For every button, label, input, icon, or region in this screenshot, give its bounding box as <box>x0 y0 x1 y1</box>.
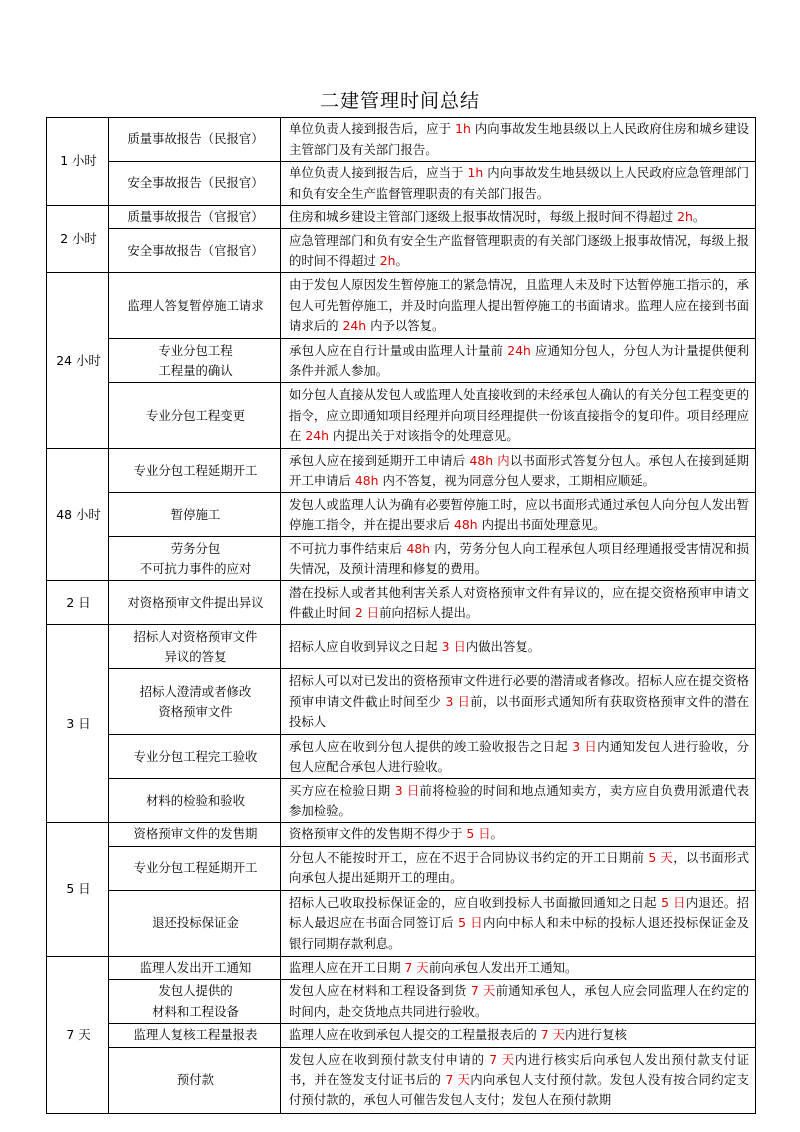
item-label: 监理人复核工程量报表 <box>133 1027 258 1043</box>
description-cell <box>281 206 756 229</box>
description-text: 内向中标人和未中标的投标人退还投标保证金及银行同期存款利息。 <box>289 915 749 951</box>
description-text: 内向承包人支付预付款。发包人没有按合同约定支付预付款的，承包人可催告发包人支付；发包人在预付款期 <box>289 1071 749 1108</box>
description-text: 内不答复，视为同意分包人要求，工期相应顺延。 <box>378 472 656 488</box>
item-label: 专业分包工程完工验收 <box>133 748 258 764</box>
table-row <box>47 383 756 449</box>
description-text: 分包人不能按时开工，应在不迟于合同协议书约定的开工日期前 <box>289 849 649 865</box>
item-label: 对资格预审文件提出异议 <box>127 594 264 610</box>
item-label: 专业分包工程延期开工 <box>133 860 258 876</box>
time-limit-highlight: 48h <box>354 472 379 488</box>
time-limit-highlight: 1h <box>455 121 471 137</box>
description-text: 前，以书面形式通知所有获取资格预审文件的潜在投标人 <box>289 693 749 730</box>
description-cell <box>281 162 756 206</box>
description-text: 以书面形式答复分包人。承包人在接到延期开工申请后 <box>289 452 750 488</box>
item-cell <box>109 779 281 823</box>
table-row <box>47 229 756 273</box>
description-text: 发包人应在材料和工程设备到货 <box>289 983 471 999</box>
item-cell <box>109 339 281 383</box>
time-limit-highlight: 7 天 <box>489 1051 515 1067</box>
description-text: 由于发包人原因发生暂停施工的紧急情况，且监理人未及时下达暂停施工指示的，承包人可先暂停施工，并及时向监理人提出暂停施工的书面请求。监理人应在接到书面请求后的 <box>289 277 749 334</box>
description-text: 内进行复核 <box>564 1027 627 1043</box>
item-cell <box>109 980 281 1024</box>
table-row <box>47 449 756 493</box>
description-text: 应通知分包人，分包人为计量提供便利条件并派人参加。 <box>289 342 749 378</box>
item-cell <box>109 581 281 625</box>
item-cell <box>109 449 281 493</box>
description-cell <box>281 229 756 273</box>
description-cell <box>281 735 756 779</box>
description-text: 发包人或监理人认为确有必要暂停施工时，应以书面形式通过承包人向分包人发出暂停施工指令，并在提出要求后 <box>289 496 749 532</box>
description-text: 内退还。招标人最迟应在书面合同签订后 <box>289 894 749 931</box>
time-summary-table <box>46 117 756 1114</box>
period-cell: 1 小时 <box>47 118 109 206</box>
description-text: 内通知发包人进行验收，分包人应配合承包人进行验收。 <box>289 738 750 774</box>
description-text: 内进行核实后向承包人发出预付款支付证书，并在签发支付证书后的 <box>289 1051 750 1087</box>
item-cell <box>109 669 281 735</box>
description-text: 招标人可以对已发出的资格预审文件进行必要的潜清或者修改。招标人应在提交资格预审申请文件截止时间至少 <box>289 673 749 709</box>
item-cell <box>109 162 281 206</box>
description-text: 内向事故发生地县级以上人民政府应急管理部门和负有安全生产监督管理职责的有关部门报告。 <box>289 165 749 201</box>
item-label: 异议的答复 <box>164 648 227 664</box>
item-label: 招标人澄清或者修改 <box>139 683 252 699</box>
item-cell <box>109 846 281 890</box>
period-cell: 7 天 <box>47 956 109 1113</box>
item-label: 专业分包工程 <box>158 342 233 358</box>
description-text: 前通知承包人，承包人应会同监理人在约定的时间内，赴交货地点共同进行验收。 <box>289 983 750 1019</box>
item-label: 资格预审文件 <box>158 703 233 719</box>
description-text: 买方应在检验日期 <box>289 782 395 798</box>
description-text: 监理人应在收到承包人提交的工程量报表后的 <box>289 1027 541 1043</box>
time-limit-highlight: 48h <box>454 516 478 532</box>
description-cell <box>281 339 756 383</box>
time-limit-highlight: 2h <box>379 252 396 268</box>
time-limit-highlight: 7 天 <box>404 959 429 975</box>
description-text: 内提出关于对该指令的处理意见。 <box>328 428 519 444</box>
description-cell <box>281 980 756 1024</box>
item-label: 专业分包工程延期开工 <box>133 462 258 478</box>
table-row <box>47 823 756 846</box>
item-cell <box>109 273 281 339</box>
description-text: 承包人应在接到延期开工申请后 <box>289 452 470 468</box>
description-cell <box>281 493 756 537</box>
item-label: 不可抗力事件的应对 <box>139 560 252 576</box>
item-label: 暂停施工 <box>170 506 221 522</box>
table-row <box>47 162 756 206</box>
table-row <box>47 669 756 735</box>
table-row <box>47 735 756 779</box>
description-cell <box>281 449 756 493</box>
item-cell <box>109 890 281 956</box>
description-text: 前向招标人提出。 <box>379 604 479 620</box>
description-cell <box>281 625 756 669</box>
description-text: 内提出书面处理意见。 <box>477 516 606 532</box>
time-limit-highlight: 3 日 <box>572 738 598 754</box>
description-text: 监理人应在开工日期 <box>289 959 405 975</box>
time-limit-highlight: 24h <box>342 318 367 334</box>
description-text: 潜在投标人或者其他利害关系人对资格预审文件有异议的，应在提交资格预审申请文件截止时间 <box>289 584 749 620</box>
description-text: 住房和城乡建设主管部门逐级上报事故情况时，每级上报时间不得超过 <box>289 209 678 224</box>
time-limit-highlight: 3 日 <box>394 782 420 798</box>
time-limit-highlight: 7 天 <box>470 983 496 999</box>
time-limit-highlight: 3 日 <box>441 638 466 654</box>
table-row <box>47 493 756 537</box>
description-text: 内向事故发生地县级以上人民政府住房和城乡建设主管部门及有关部门报告。 <box>289 121 749 157</box>
time-limit-highlight: 7 天 <box>445 1071 471 1087</box>
item-label: 招标人对资格预审文件 <box>133 628 258 644</box>
description-cell <box>281 890 756 956</box>
description-text: ，以书面形式向承包人提出延期开工的理由。 <box>289 849 749 886</box>
description-text: 前向承包人发出开工通知。 <box>428 959 578 975</box>
description-text: 。 <box>490 826 504 842</box>
table-row <box>47 980 756 1024</box>
item-cell <box>109 383 281 449</box>
item-cell <box>109 537 281 581</box>
time-limit-highlight: 1h <box>467 165 484 181</box>
description-text: 承包人应在自行计量或由监理人计量前 <box>289 342 508 358</box>
time-limit-highlight: 2h <box>677 209 693 224</box>
period-cell: 2 日 <box>47 581 109 625</box>
item-label: 资格预审文件的发售期 <box>133 826 258 842</box>
item-cell <box>109 735 281 779</box>
period-cell: 2 小时 <box>47 206 109 273</box>
item-cell <box>109 823 281 846</box>
description-cell <box>281 846 756 890</box>
description-cell <box>281 1024 756 1047</box>
time-limit-highlight: 5 日 <box>458 915 483 931</box>
description-cell <box>281 1047 756 1113</box>
description-cell <box>281 273 756 339</box>
description-text: 如分包人直接从发包人或监理人处直接收到的未经承包人确认的有关分包工程变更的指令，应立即通知项目经理并向项目经理提供一份该直接指令的复印件。项目经理应在 <box>289 387 749 444</box>
description-cell <box>281 823 756 846</box>
time-limit-highlight: 5 日 <box>466 826 491 842</box>
item-label: 退还投标保证金 <box>152 915 239 931</box>
time-limit-highlight: 48h 内 <box>469 452 510 468</box>
time-limit-highlight: 48h <box>406 540 431 556</box>
time-limit-highlight: 7 天 <box>540 1027 565 1043</box>
description-text: 。 <box>395 252 408 268</box>
item-label: 劳务分包 <box>170 540 221 556</box>
description-text: 承包人应在收到分包人提供的竣工验收报告之日起 <box>289 738 573 754</box>
table-row <box>47 625 756 669</box>
item-label: 质量事故报告（民报官） <box>127 131 264 147</box>
description-text: 内做出答复。 <box>465 638 541 654</box>
period-cell: 48 小时 <box>47 449 109 581</box>
description-text: 内予以答复。 <box>366 318 445 334</box>
item-cell <box>109 493 281 537</box>
description-text: 不可抗力事件结束后 <box>289 540 407 556</box>
page-title: 二建管理时间总结 <box>319 90 480 112</box>
table-row <box>47 339 756 383</box>
description-cell <box>281 537 756 581</box>
item-label: 质量事故报告（官报官） <box>127 209 264 224</box>
description-text: 前将检验的时间和地点通知卖方，卖方应自负费用派遣代表参加检验。 <box>289 782 749 818</box>
item-label: 监理人答复暂停施工请求 <box>127 297 264 313</box>
description-cell <box>281 669 756 735</box>
time-limit-highlight: 24h <box>305 428 329 444</box>
time-limit-highlight: 2 日 <box>354 604 380 620</box>
time-limit-highlight: 24h <box>507 342 531 358</box>
item-cell <box>109 229 281 273</box>
time-limit-highlight: 3 日 <box>445 693 471 709</box>
table-row <box>47 846 756 890</box>
description-cell <box>281 383 756 449</box>
period-cell: 5 日 <box>47 823 109 956</box>
item-cell <box>109 206 281 229</box>
table-row <box>47 956 756 979</box>
time-limit-highlight: 5 天 <box>648 849 674 865</box>
item-label: 预付款 <box>176 1071 215 1087</box>
description-text: 招标人应自收到异议之日起 <box>289 638 442 654</box>
description-text: 应急管理部门和负有安全生产监督管理职责的有关部门逐级上报事故情况，每级上报的时间不得超过 <box>289 232 749 268</box>
table-row <box>47 581 756 625</box>
item-label: 监理人发出开工通知 <box>139 959 252 975</box>
description-cell <box>281 581 756 625</box>
item-label: 材料和工程设备 <box>152 1003 239 1019</box>
description-cell <box>281 779 756 823</box>
description-cell <box>281 118 756 162</box>
table-row <box>47 1047 756 1113</box>
item-cell <box>109 1024 281 1047</box>
description-text: 招标人己收取投标保证金的，应自收到投标人书面撤回通知之日起 <box>289 894 662 910</box>
item-label: 安全事故报告（官报官） <box>127 242 264 258</box>
description-text: 资格预审文件的发售期不得少于 <box>289 826 467 842</box>
description-text: 单位负责人接到报告后，应于 <box>289 121 456 137</box>
item-label: 工程量的确认 <box>158 362 233 378</box>
table-row <box>47 537 756 581</box>
period-cell: 3 日 <box>47 625 109 823</box>
period-cell: 24 小时 <box>47 273 109 449</box>
table-row <box>47 206 756 229</box>
description-text: 发包人应在收到预付款支付申请的 <box>289 1051 490 1067</box>
item-cell <box>109 1047 281 1113</box>
description-text: 内，劳务分包人向工程承包人项目经理通报受害情况和损失情况，及预计清理和修复的费用。 <box>289 540 749 576</box>
table-row <box>47 890 756 956</box>
description-text: 。 <box>692 209 706 224</box>
item-label: 发包人提供的 <box>158 983 233 999</box>
table-row <box>47 118 756 162</box>
item-cell <box>109 956 281 979</box>
item-label: 安全事故报告（民报官） <box>127 175 264 191</box>
table-row <box>47 273 756 339</box>
table-row <box>47 779 756 823</box>
description-cell <box>281 956 756 979</box>
item-cell <box>109 625 281 669</box>
item-label: 专业分包工程变更 <box>145 407 246 423</box>
item-cell <box>109 118 281 162</box>
item-label: 材料的检验和验收 <box>145 792 246 808</box>
description-text: 单位负责人接到报告后，应当于 <box>289 165 468 181</box>
time-limit-highlight: 5 日 <box>661 894 686 910</box>
table-row <box>47 1024 756 1047</box>
